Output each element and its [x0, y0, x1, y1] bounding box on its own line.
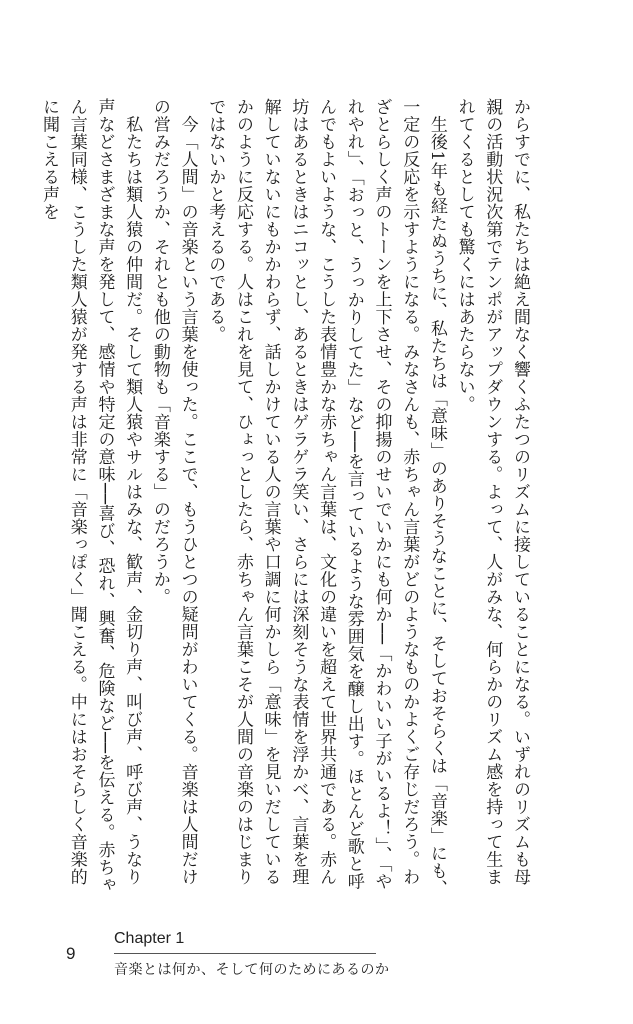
- paragraph: 私たちは類人猿の仲間だ。そして類人猿やサルはみな、歓声、金切り声、叫び声、呼び声、うなり声などさまざまな声を発して、感情や特定の意味──喜び、恐れ、興奮、危険など──を伝える。赤ちゃん言葉同様、こうした類人猿が発する声は非常に「音楽っぽく」聞こえる。中にはおそらしく音楽的に聞こえる声を: [39, 98, 143, 894]
- chapter-divider: [114, 953, 376, 954]
- chapter-label: Chapter 1: [114, 930, 185, 947]
- chapter-title: 音楽とは何か、そして何のためにあるのか: [114, 962, 390, 978]
- vertical-body-text: [34, 98, 533, 898]
- paragraph: 生後1年も経たぬうちに、私たちは「意味」のありそうなことに、そしておそらくは「音楽」にも、一定の反応を示すようになる。みなさんも、赤ちゃん言葉がどのようなものかよくご存じだろう。わざとらしく声のトーンを上下させ、その抑揚のせいでいかにも何か──「かわいい子がいるよ！」、「やれやれ」、「おっと、うっかりしてた」など──を言っているような雰囲気を醸し出す。ほとんど歌と呼んでもよいような、こうした表情豊かな赤ちゃん言葉は、文化の違いを超えて世界共通である。赤ん坊はあるときはニコッとし、あるときはゲラゲラ笑い、さらには深刻そうな表情を浮かべ、言葉を理解していないにもかかわらず、話しかけている人の言葉や口調に何かしら「意味」を見いだしているかのように反応する。人はこれを見て、ひょっとしたら、赤ちゃん言葉こそが人間の音楽のはじまりではないかと考えるのである。: [205, 98, 447, 897]
- paragraph: からすでに、私たちは絶え間なく響くふたつのリズムに接していることになる。いずれのリズムも母親の活動状況次第でテンポがアップダウンする。よって、人がみな、何らかのリズム感を持って生まれてくるとしても驚くにはあたらない。: [454, 98, 530, 886]
- paragraph: 今「人間」の音楽という言葉を使った。ここで、もうひとつの疑問がわいてくる。音楽は人間だけの営みだろうか、それとも他の動物も「音楽する」のだろうか。: [149, 98, 198, 886]
- page-number: 9: [66, 944, 76, 963]
